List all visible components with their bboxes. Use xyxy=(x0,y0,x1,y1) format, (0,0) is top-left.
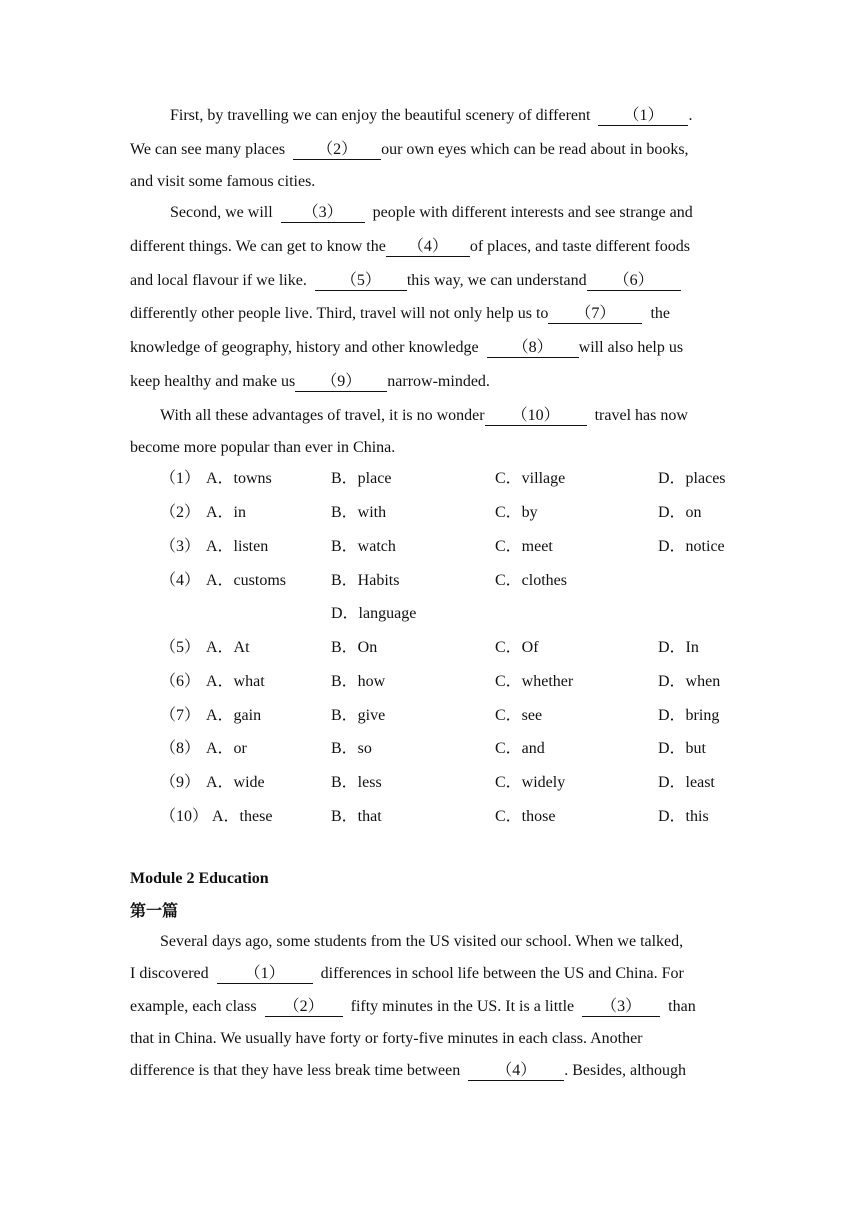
option-c[interactable]: C．see xyxy=(495,707,543,724)
passage-line xyxy=(160,406,730,426)
passage-line: become more popular than ever in China. xyxy=(130,439,396,456)
option-b[interactable]: B．Habits xyxy=(331,572,400,589)
text: of places, and taste different foods xyxy=(469,238,690,255)
text: We can see many places xyxy=(130,141,286,158)
text: I discovered xyxy=(130,965,209,982)
question-number: （6） xyxy=(160,673,201,690)
option-row xyxy=(160,571,730,622)
text: narrow-minded. xyxy=(387,373,490,390)
text: keep healthy and make us xyxy=(130,373,296,390)
option-c[interactable]: C．and xyxy=(495,740,545,757)
blank-7[interactable]: （7） xyxy=(548,305,642,324)
option-d[interactable]: D．least xyxy=(658,774,715,791)
option-a[interactable]: A．At xyxy=(206,639,250,656)
text: will also help us xyxy=(578,339,684,356)
passage-line xyxy=(130,997,730,1017)
option-b[interactable]: B．place xyxy=(331,470,392,487)
option-row xyxy=(160,469,730,489)
option-row xyxy=(160,739,730,759)
option-b[interactable]: B．On xyxy=(331,639,378,656)
passage-line xyxy=(130,372,730,392)
blank-4[interactable]: （4） xyxy=(386,238,470,257)
option-b[interactable]: B．with xyxy=(331,504,387,521)
option-row xyxy=(160,672,730,692)
text: this way, we can understand xyxy=(406,272,587,289)
module-title: Module 2 Education xyxy=(130,870,269,887)
question-number: （2） xyxy=(160,504,201,521)
blank-10[interactable]: （10） xyxy=(485,407,587,426)
text: people with different interests and see strange and xyxy=(372,204,693,221)
passage-line xyxy=(130,338,730,358)
question-number: （1） xyxy=(160,470,201,487)
text: fifty minutes in the US. It is a little xyxy=(350,998,575,1015)
text: differences in school life between the US and China. For xyxy=(320,965,684,982)
option-b[interactable]: B．so xyxy=(331,740,372,757)
option-a[interactable]: A．towns xyxy=(206,470,272,487)
option-a[interactable]: A．listen xyxy=(206,538,269,555)
option-c[interactable]: C．whether xyxy=(495,673,574,690)
option-d[interactable]: D．when xyxy=(658,673,721,690)
option-c[interactable]: C．clothes xyxy=(495,572,567,589)
question-number: （9） xyxy=(160,774,201,791)
option-d[interactable]: D．on xyxy=(658,504,702,521)
blank-3[interactable]: （3） xyxy=(281,204,365,223)
option-c[interactable]: C．by xyxy=(495,504,538,521)
option-d[interactable]: D．this xyxy=(658,808,709,825)
option-c[interactable]: C．village xyxy=(495,470,566,487)
blank-8[interactable]: （8） xyxy=(487,339,579,358)
passage-line xyxy=(170,203,730,223)
passage-line xyxy=(170,106,730,126)
blank-2[interactable]: （2） xyxy=(293,141,381,160)
question-number: （5） xyxy=(160,639,201,656)
option-c[interactable]: C．meet xyxy=(495,538,553,555)
text: Second, we will xyxy=(170,204,273,221)
option-d[interactable]: D．In xyxy=(658,639,699,656)
option-b[interactable]: B．give xyxy=(331,707,386,724)
blank-p2-1[interactable]: （1） xyxy=(217,965,313,984)
question-number: （4） xyxy=(160,572,201,589)
text: example, each class xyxy=(130,998,257,1015)
passage-line: and visit some famous cities. xyxy=(130,173,316,190)
text: . xyxy=(688,107,693,124)
blank-9[interactable]: （9） xyxy=(295,373,387,392)
text: different things. We can get to know the xyxy=(130,238,386,255)
text: . Besides, although xyxy=(564,1062,686,1079)
option-a[interactable]: A．in xyxy=(206,504,247,521)
text: travel has now xyxy=(594,407,688,424)
passage-line: that in China. We usually have forty or forty-five minutes in each class. Another xyxy=(130,1030,643,1047)
text: difference is that they have less break time between xyxy=(130,1062,461,1079)
option-d[interactable]: D．but xyxy=(658,740,707,757)
option-b[interactable]: B．watch xyxy=(331,538,396,555)
passage-line xyxy=(130,304,730,324)
blank-p2-2[interactable]: （2） xyxy=(265,998,343,1017)
blank-5[interactable]: （5） xyxy=(315,272,407,291)
option-row xyxy=(160,773,730,793)
option-b[interactable]: B．less xyxy=(331,774,382,791)
passage-line xyxy=(130,140,730,160)
blank-1[interactable]: （1） xyxy=(598,107,688,126)
text: differently other people live. Third, travel will not only help us to xyxy=(130,305,549,322)
option-a[interactable]: A．these xyxy=(212,808,273,825)
option-row xyxy=(160,537,730,557)
option-c[interactable]: C．Of xyxy=(495,639,539,656)
option-a[interactable]: A．wide xyxy=(206,774,265,791)
option-d[interactable]: D．bring xyxy=(658,707,720,724)
option-a[interactable]: A．customs xyxy=(206,572,287,589)
text: With all these advantages of travel, it is no wonder xyxy=(160,407,485,424)
passage-line xyxy=(130,964,730,984)
option-b[interactable]: B．how xyxy=(331,673,386,690)
option-a[interactable]: A．gain xyxy=(206,707,262,724)
passage-line xyxy=(130,271,730,291)
option-a[interactable]: A．what xyxy=(206,673,265,690)
blank-p2-3[interactable]: （3） xyxy=(582,998,660,1017)
option-a[interactable]: A．or xyxy=(206,740,247,757)
passage-line xyxy=(130,1061,730,1081)
text: First, by travelling we can enjoy the beautiful scenery of different xyxy=(170,107,591,124)
option-row xyxy=(160,638,730,658)
option-row xyxy=(160,706,730,726)
question-number: （10） xyxy=(160,808,209,825)
question-number: （3） xyxy=(160,538,201,555)
question-number: （8） xyxy=(160,740,201,757)
section-title: 第一篇 xyxy=(130,901,179,920)
text: our own eyes which can be read about in books, xyxy=(381,141,689,158)
option-c[interactable]: C．widely xyxy=(495,774,566,791)
text: than xyxy=(668,998,696,1015)
option-d[interactable]: D．notice xyxy=(658,538,725,555)
question-number: （7） xyxy=(160,707,201,724)
option-d[interactable]: D．places xyxy=(658,470,726,487)
text: and local flavour if we like. xyxy=(130,272,307,289)
passage-line: Several days ago, some students from the US visited our school. When we talked, xyxy=(160,933,684,950)
option-row xyxy=(160,503,730,523)
passage-line xyxy=(130,237,730,257)
text: knowledge of geography, history and other knowledge xyxy=(130,339,479,356)
option-d[interactable]: D．language xyxy=(331,605,417,622)
blank-6[interactable]: （6） xyxy=(587,272,681,291)
text: the xyxy=(650,305,670,322)
option-b[interactable]: B．that xyxy=(331,808,382,825)
blank-p2-4[interactable]: （4） xyxy=(468,1062,564,1081)
option-row xyxy=(160,807,730,827)
option-c[interactable]: C．those xyxy=(495,808,556,825)
